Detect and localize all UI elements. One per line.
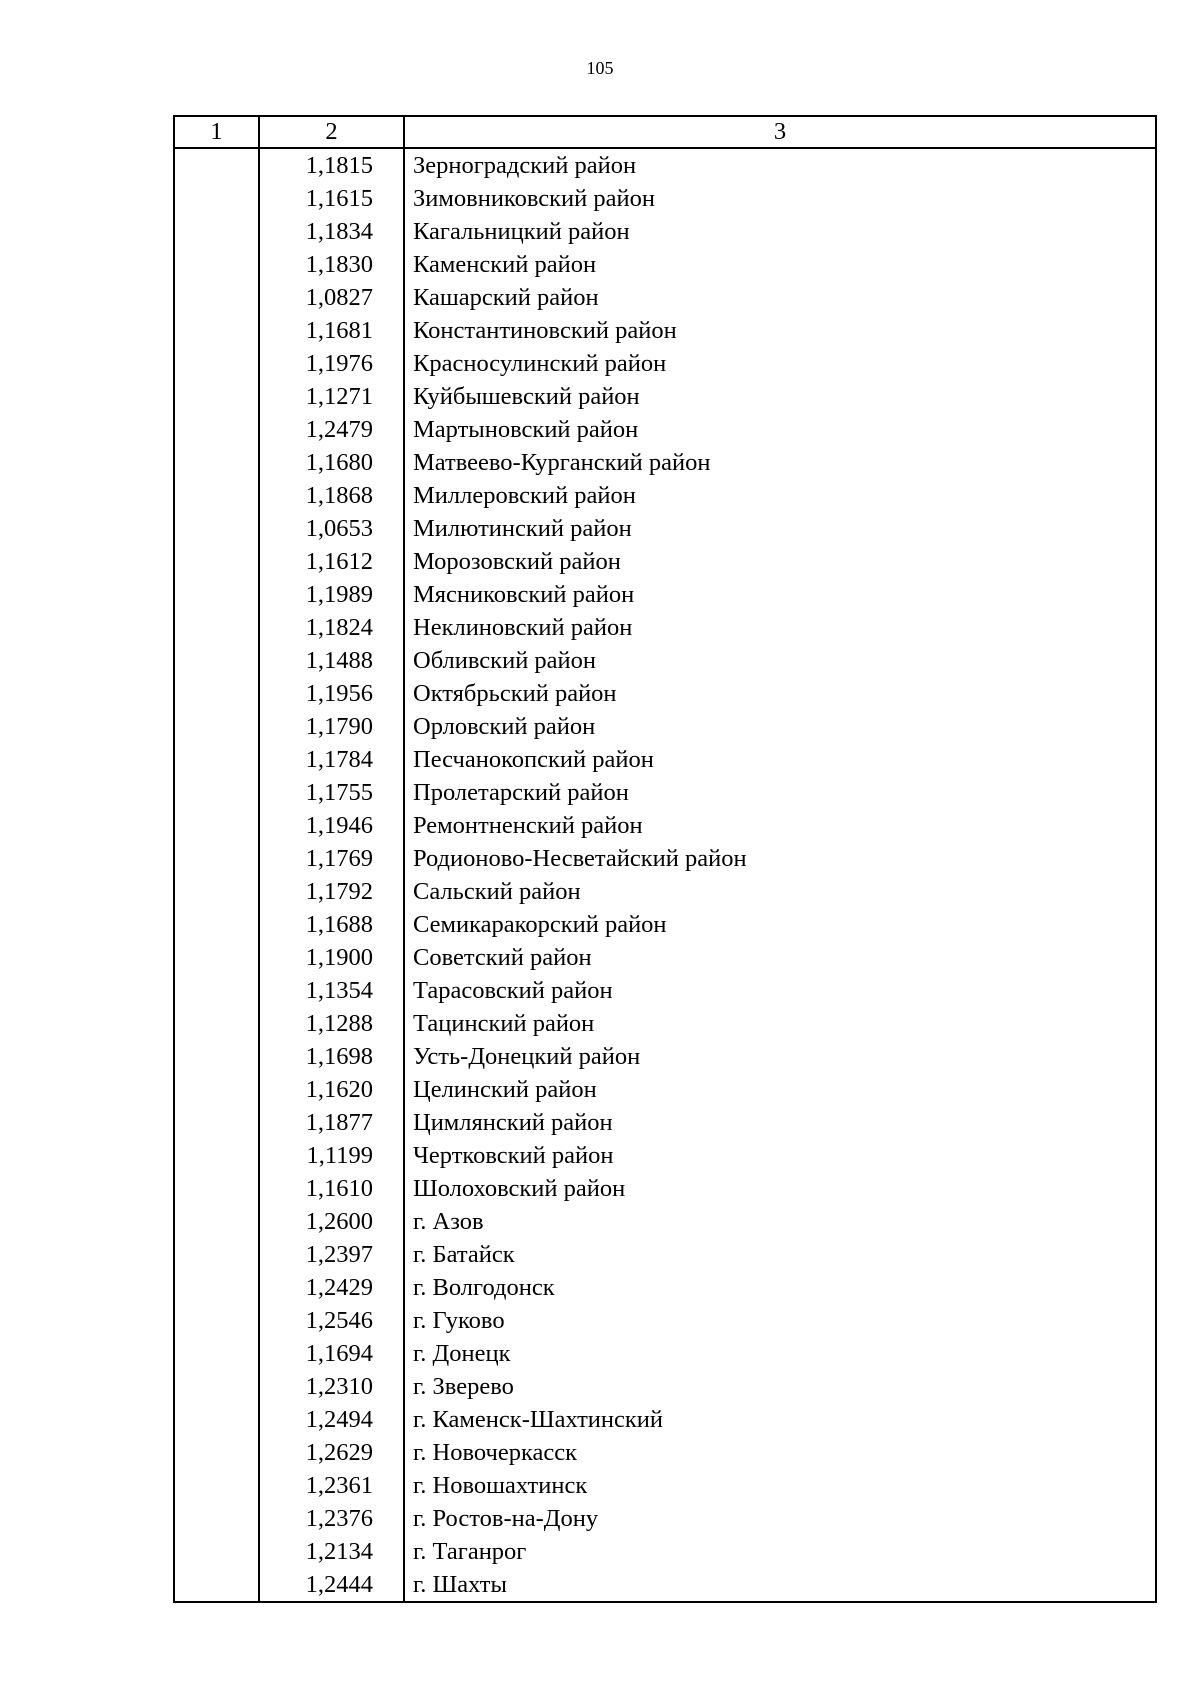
territory-name-cell: Песчанокопский район: [404, 743, 1156, 776]
coefficient-cell: 1,1488: [259, 644, 404, 677]
coefficient-cell: 1,2397: [259, 1238, 404, 1271]
row-index-cell: [174, 1238, 259, 1271]
territory-name-cell: Тацинский район: [404, 1007, 1156, 1040]
coefficient-cell: 1,1834: [259, 215, 404, 248]
territory-name-cell: Орловский район: [404, 710, 1156, 743]
row-index-cell: [174, 677, 259, 710]
table-row: [174, 677, 1156, 710]
row-index-cell: [174, 644, 259, 677]
row-index-cell: [174, 1370, 259, 1403]
table-row: [174, 479, 1156, 512]
row-index-cell: [174, 380, 259, 413]
row-index-cell: [174, 1304, 259, 1337]
coefficient-cell: 1,1784: [259, 743, 404, 776]
territory-name-cell: Семикаракорский район: [404, 908, 1156, 941]
coefficient-cell: 1,2494: [259, 1403, 404, 1436]
territory-name-cell: Милютинский район: [404, 512, 1156, 545]
coefficient-cell: 1,1792: [259, 875, 404, 908]
table-row: [174, 1436, 1156, 1469]
row-index-cell: [174, 512, 259, 545]
table-row: [174, 644, 1156, 677]
territory-name-cell: Миллеровский район: [404, 479, 1156, 512]
table-row: [174, 1040, 1156, 1073]
coefficient-cell: 1,1612: [259, 545, 404, 578]
coefficients-table: [173, 115, 1157, 1603]
territory-name-cell: Мартыновский район: [404, 413, 1156, 446]
territory-name-cell: г. Новошахтинск: [404, 1469, 1156, 1502]
territory-name-cell: Родионово-Несветайский район: [404, 842, 1156, 875]
table-row: [174, 347, 1156, 380]
coefficient-cell: 1,1946: [259, 809, 404, 842]
table-row: [174, 148, 1156, 182]
coefficient-cell: 1,1688: [259, 908, 404, 941]
row-index-cell: [174, 1337, 259, 1370]
territory-name-cell: г. Ростов-на-Дону: [404, 1502, 1156, 1535]
table-row: [174, 1403, 1156, 1436]
row-index-cell: [174, 446, 259, 479]
row-index-cell: [174, 842, 259, 875]
coefficient-cell: 1,1615: [259, 182, 404, 215]
coefficient-cell: 1,1824: [259, 611, 404, 644]
territory-name-cell: Кашарский район: [404, 281, 1156, 314]
territory-name-cell: Куйбышевский район: [404, 380, 1156, 413]
coefficient-cell: 1,1680: [259, 446, 404, 479]
coefficient-cell: 1,2479: [259, 413, 404, 446]
coefficient-cell: 1,1769: [259, 842, 404, 875]
table-row: [174, 182, 1156, 215]
row-index-cell: [174, 1502, 259, 1535]
territory-name-cell: Усть-Донецкий район: [404, 1040, 1156, 1073]
row-index-cell: [174, 908, 259, 941]
row-index-cell: [174, 479, 259, 512]
table-row: [174, 1007, 1156, 1040]
territory-name-cell: Мясниковский район: [404, 578, 1156, 611]
table-header-row: [174, 116, 1156, 148]
row-index-cell: [174, 1007, 259, 1040]
territory-name-cell: г. Новочеркасск: [404, 1436, 1156, 1469]
row-index-cell: [174, 215, 259, 248]
table-row: [174, 1304, 1156, 1337]
coefficient-cell: 1,1681: [259, 314, 404, 347]
coefficient-cell: 1,2310: [259, 1370, 404, 1403]
territory-name-cell: г. Таганрог: [404, 1535, 1156, 1568]
coefficient-cell: 1,2600: [259, 1205, 404, 1238]
table-body: [174, 148, 1156, 1602]
row-index-cell: [174, 974, 259, 1007]
table-row: [174, 578, 1156, 611]
row-index-cell: [174, 281, 259, 314]
table-row: [174, 1469, 1156, 1502]
row-index-cell: [174, 941, 259, 974]
territory-name-cell: Советский район: [404, 941, 1156, 974]
coefficient-cell: 1,2629: [259, 1436, 404, 1469]
row-index-cell: [174, 1205, 259, 1238]
coefficient-cell: 1,1830: [259, 248, 404, 281]
row-index-cell: [174, 611, 259, 644]
table-row: [174, 776, 1156, 809]
table-row: [174, 1271, 1156, 1304]
row-index-cell: [174, 1568, 259, 1602]
row-index-cell: [174, 710, 259, 743]
row-index-cell: [174, 347, 259, 380]
row-index-cell: [174, 314, 259, 347]
row-index-cell: [174, 1436, 259, 1469]
territory-name-cell: Красносулинский район: [404, 347, 1156, 380]
row-index-cell: [174, 182, 259, 215]
coefficient-cell: 1,0653: [259, 512, 404, 545]
territory-name-cell: Обливский район: [404, 644, 1156, 677]
row-index-cell: [174, 1106, 259, 1139]
row-index-cell: [174, 1139, 259, 1172]
table-row: [174, 1535, 1156, 1568]
coefficient-cell: 1,1989: [259, 578, 404, 611]
row-index-cell: [174, 578, 259, 611]
column-header-2: 2: [259, 116, 404, 148]
territory-name-cell: Морозовский район: [404, 545, 1156, 578]
coefficient-cell: 1,1620: [259, 1073, 404, 1106]
territory-name-cell: Кагальницкий район: [404, 215, 1156, 248]
territory-name-cell: Сальский район: [404, 875, 1156, 908]
territory-name-cell: г. Зверево: [404, 1370, 1156, 1403]
table-row: [174, 908, 1156, 941]
coefficient-cell: 1,2361: [259, 1469, 404, 1502]
territory-name-cell: Цимлянский район: [404, 1106, 1156, 1139]
row-index-cell: [174, 1403, 259, 1436]
column-header-3: 3: [404, 116, 1156, 148]
table-row: [174, 1502, 1156, 1535]
territory-name-cell: г. Гуково: [404, 1304, 1156, 1337]
coefficient-cell: 1,2376: [259, 1502, 404, 1535]
page-number: 105: [586, 58, 614, 78]
territory-name-cell: Неклиновский район: [404, 611, 1156, 644]
row-index-cell: [174, 148, 259, 182]
territory-name-cell: Пролетарский район: [404, 776, 1156, 809]
table-row: [174, 1106, 1156, 1139]
table-row: [174, 446, 1156, 479]
coefficient-cell: 1,1610: [259, 1172, 404, 1205]
row-index-cell: [174, 1469, 259, 1502]
row-index-cell: [174, 545, 259, 578]
table-row: [174, 1172, 1156, 1205]
territory-name-cell: г. Шахты: [404, 1568, 1156, 1602]
table-row: [174, 710, 1156, 743]
coefficient-cell: 1,1790: [259, 710, 404, 743]
territory-name-cell: Шолоховский район: [404, 1172, 1156, 1205]
row-index-cell: [174, 1073, 259, 1106]
table-row: [174, 842, 1156, 875]
coefficient-cell: 1,1288: [259, 1007, 404, 1040]
territory-name-cell: Октябрьский район: [404, 677, 1156, 710]
table-row: [174, 215, 1156, 248]
territory-name-cell: Каменский район: [404, 248, 1156, 281]
table-row: [174, 1337, 1156, 1370]
coefficient-cell: 1,0827: [259, 281, 404, 314]
row-index-cell: [174, 1535, 259, 1568]
coefficient-cell: 1,1694: [259, 1337, 404, 1370]
row-index-cell: [174, 413, 259, 446]
table-row: [174, 1370, 1156, 1403]
coefficient-cell: 1,1976: [259, 347, 404, 380]
coefficient-cell: 1,2444: [259, 1568, 404, 1602]
table-row: [174, 1238, 1156, 1271]
coefficient-cell: 1,1868: [259, 479, 404, 512]
coefficient-cell: 1,1900: [259, 941, 404, 974]
table-row: [174, 1139, 1156, 1172]
table-row: [174, 974, 1156, 1007]
table-row: [174, 248, 1156, 281]
table-row: [174, 545, 1156, 578]
coefficient-cell: 1,1199: [259, 1139, 404, 1172]
row-index-cell: [174, 1040, 259, 1073]
table-row: [174, 281, 1156, 314]
row-index-cell: [174, 1172, 259, 1205]
coefficient-cell: 1,1815: [259, 148, 404, 182]
coefficient-cell: 1,1755: [259, 776, 404, 809]
coefficient-cell: 1,2429: [259, 1271, 404, 1304]
territory-name-cell: Константиновский район: [404, 314, 1156, 347]
territory-name-cell: Матвеево-Курганский район: [404, 446, 1156, 479]
row-index-cell: [174, 776, 259, 809]
territory-name-cell: г. Волгодонск: [404, 1271, 1156, 1304]
table-row: [174, 314, 1156, 347]
territory-name-cell: г. Азов: [404, 1205, 1156, 1238]
table-row: [174, 413, 1156, 446]
territory-name-cell: г. Батайск: [404, 1238, 1156, 1271]
coefficient-cell: 1,1271: [259, 380, 404, 413]
row-index-cell: [174, 743, 259, 776]
coefficient-cell: 1,1877: [259, 1106, 404, 1139]
table-row: [174, 1073, 1156, 1106]
coefficient-cell: 1,2134: [259, 1535, 404, 1568]
territory-name-cell: Ремонтненский район: [404, 809, 1156, 842]
coefficient-cell: 1,2546: [259, 1304, 404, 1337]
table-row: [174, 809, 1156, 842]
territory-name-cell: Чертковский район: [404, 1139, 1156, 1172]
territory-name-cell: Тарасовский район: [404, 974, 1156, 1007]
table-row: [174, 941, 1156, 974]
table-row: [174, 380, 1156, 413]
coefficient-cell: 1,1698: [259, 1040, 404, 1073]
row-index-cell: [174, 248, 259, 281]
coefficient-cell: 1,1354: [259, 974, 404, 1007]
row-index-cell: [174, 875, 259, 908]
territory-name-cell: г. Каменск-Шахтинский: [404, 1403, 1156, 1436]
territory-name-cell: Зерноградский район: [404, 148, 1156, 182]
row-index-cell: [174, 1271, 259, 1304]
table-row: [174, 1205, 1156, 1238]
row-index-cell: [174, 809, 259, 842]
table-row: [174, 611, 1156, 644]
coefficient-cell: 1,1956: [259, 677, 404, 710]
table-row: [174, 512, 1156, 545]
table-row: [174, 1568, 1156, 1602]
column-header-1: 1: [174, 116, 259, 148]
table-row: [174, 743, 1156, 776]
territory-name-cell: Целинский район: [404, 1073, 1156, 1106]
territory-name-cell: Зимовниковский район: [404, 182, 1156, 215]
territory-name-cell: г. Донецк: [404, 1337, 1156, 1370]
table-header: [174, 116, 1156, 148]
table-row: [174, 875, 1156, 908]
